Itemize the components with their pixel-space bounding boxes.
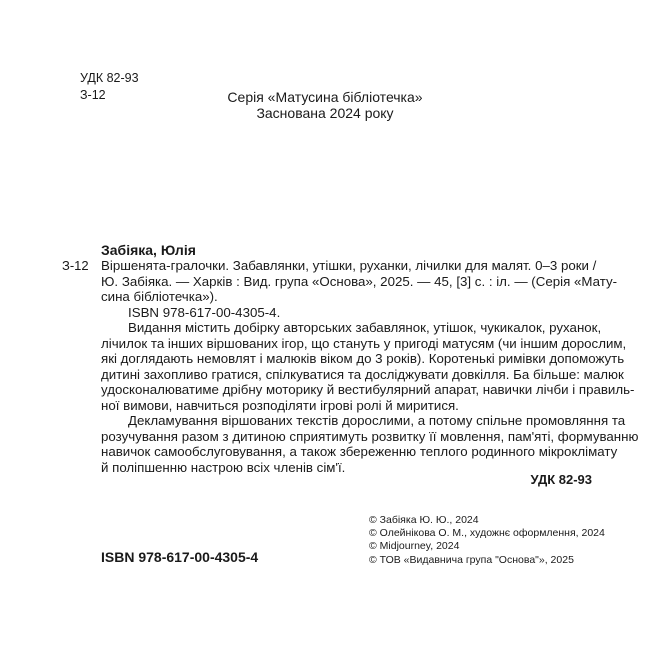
copyright-line: © Midjourney, 2024 xyxy=(369,540,460,553)
udk-footer: УДК 82-93 xyxy=(530,472,592,487)
bibliographic-record xyxy=(101,258,639,475)
annotation-line: й поліпшенню настрою всіх членів сім'ї. xyxy=(101,459,346,475)
udk-code: УДК 82-93 xyxy=(80,71,139,85)
copyright-line: © ТОВ «Видавнича група "Основа"», 2025 xyxy=(369,553,574,566)
bibliography-line: сина бібліотечка»). xyxy=(101,289,218,304)
isbn-inline: ISBN 978-617-00-4305-4. xyxy=(128,304,281,320)
isbn-footer: ISBN 978-617-00-4305-4 xyxy=(101,549,259,565)
annotation-line: удосконалюватиме дрібну моторику й вестибулярний апарат, навички лічби і правиль- xyxy=(101,382,635,397)
annotation-line: ної вимови, навчиться розподіляти ігрові ролі й миритися. xyxy=(101,397,459,413)
copyright-line: © Олейнікова О. М., художнє оформлення, 2024 xyxy=(369,527,605,540)
annotation-line: Видання містить добірку авторських забавлянок, утішок, чукикалок, руханок, xyxy=(128,320,602,335)
annotation-line: які доглядають немовлят і малюків віком до 3 років). Коротенькі римівки допоможуть xyxy=(101,351,625,366)
annotation-line: розучування разом з дитиною сприятимуть розвитку її мовлення, пам'яті, формуванню xyxy=(101,428,639,444)
series-founded: Заснована 2024 року xyxy=(256,105,394,121)
author-sign-code: З-12 xyxy=(80,88,106,102)
copyright-line: © Забіяка Ю. Ю., 2024 xyxy=(369,514,479,526)
bibliography-line: Віршенята-гралочки. Забавлянки, утішки, руханки, лічилки для малят. 0–3 роки / xyxy=(101,258,597,273)
author-name: Забіяка, Юлія xyxy=(101,242,196,258)
annotation-line: Декламування віршованих текстів дорослими, а потому спільне промовляння та xyxy=(128,413,626,428)
series-title: Серія «Матусина бібліотечка» xyxy=(227,89,423,105)
annotation-line: навичок самообслуговування, а також збереженню теплого родинного мікроклімату xyxy=(101,444,618,459)
annotation-line: лічилок та інших віршованих ігор, що стануть у пригоді матусям (чи іншим дорослим, xyxy=(101,335,627,351)
copyright-block xyxy=(369,514,605,567)
bibliography-line: Ю. Забіяка. — Харків : Вид. група «Основа», 2025. — 45, [3] с. : іл. — (Серія «Мату- xyxy=(101,273,618,289)
annotation-line: дитині захопливо гратися, спілкуватися та досліджувати довкілля. Ба більше: малюк xyxy=(101,366,624,382)
catalog-code: З-12 xyxy=(62,258,89,273)
